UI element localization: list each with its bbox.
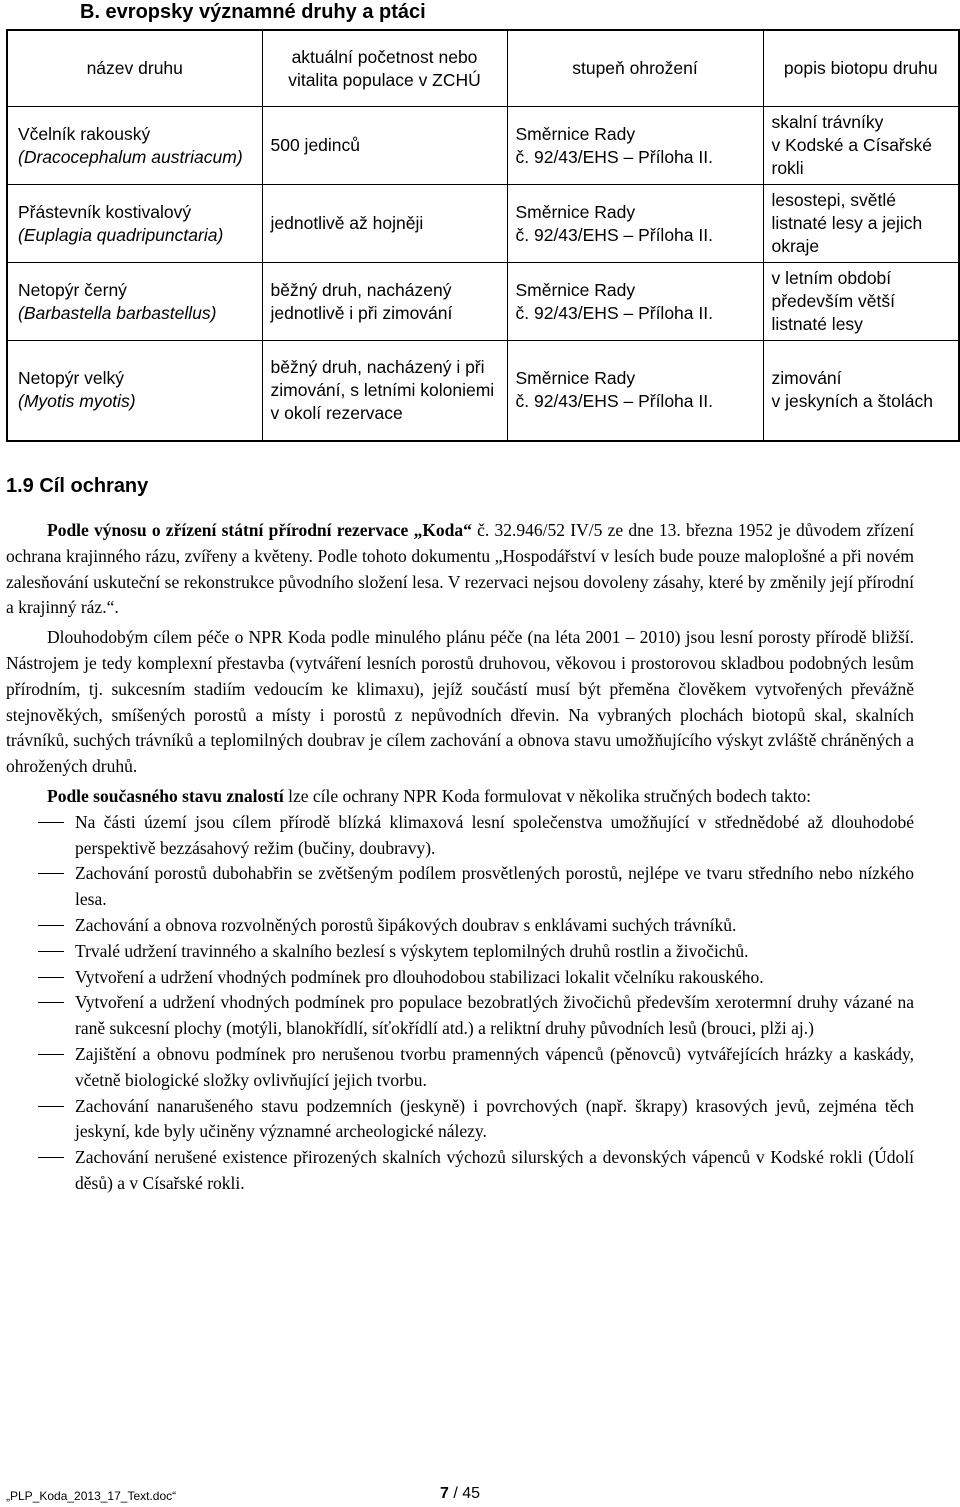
species-name-cz: Přástevník kostivalový bbox=[18, 201, 192, 222]
threat-line2: č. 92/43/EHS – Příloha II. bbox=[515, 302, 713, 323]
goal-text: Trvalé udržení travinného a skalního bezlesí s výskytem teplomilných druhů rostlin a živočichů. bbox=[75, 940, 749, 961]
table-header-row bbox=[7, 30, 959, 107]
threat-line1: Směrnice Rady bbox=[515, 201, 636, 222]
paragraph-longterm-goal: Dlouhodobým cílem péče o NPR Koda podle minulého plánu péče (na léta 2001 – 2010) jsou lesní porosty přírodě bližší. Nástrojem je tedy komplexní přestavba (vytváření lesních porostů druhovou, věkovou i prostorovou skladbou podobných lesům přírodním, tj. sukcesním stadiím vedoucím ke klimaxu), jejíž součástí musí být přeměna člověkem vytvořených převážně stejnověkých, smíšených porostů a místy i porostů z nepůvodních dřevin. Na vybraných plochách biotopů skal, skalních trávníků, suchých trávníků a teplomilných doubrav je cílem zachování a obnova stavu umožňujícího výskyt zvláště chráněných a ohrožených druhů. bbox=[6, 627, 914, 777]
table-row bbox=[7, 107, 959, 185]
page-current: 7 bbox=[440, 1485, 449, 1502]
goal-text: Vytvoření a udržení vhodných podmínek pro populace bezobratlých živočichů především xerotermní druhy vázané na raně sukcesní plochy (motýli, blanokřídlí, síťokřídlí atd.) a reliktní druhy původních lesů (brouci, plži aj.) bbox=[75, 992, 914, 1039]
threat-line1: Směrnice Rady bbox=[515, 123, 636, 144]
section-title: B. evropsky významné druhy a ptáci bbox=[80, 1, 426, 23]
biotope-line2: v jeskyních a štolách bbox=[771, 391, 933, 412]
population-cell: jednotlivě až hojněji bbox=[262, 185, 507, 263]
threat-line1: Směrnice Rady bbox=[515, 368, 636, 389]
threat-cell bbox=[507, 263, 763, 341]
dash-bullet bbox=[38, 1106, 64, 1107]
species-name-lat: (Myotis myotis) bbox=[18, 391, 136, 412]
dash-bullet bbox=[38, 951, 64, 952]
col-header-threat: stupeň ohrožení bbox=[507, 30, 763, 107]
species-name-cz: Netopýr černý bbox=[18, 279, 127, 300]
table-row bbox=[7, 185, 959, 263]
threat-line2: č. 92/43/EHS – Příloha II. bbox=[515, 224, 713, 245]
species-name-lat: (Euplagia quadripunctaria) bbox=[18, 224, 224, 245]
current-knowledge-bold: Podle současného stavu znalostí bbox=[47, 785, 284, 806]
threat-cell bbox=[507, 185, 763, 263]
biotope-line1: lesostepi, světlé listnaté lesy a jejich okraje bbox=[771, 190, 923, 256]
biotope-line1: zimování bbox=[771, 368, 842, 389]
list-item bbox=[6, 913, 914, 939]
species-name-cell bbox=[7, 185, 262, 263]
biotope-cell bbox=[763, 263, 959, 341]
species-name-cz: Včelník rakouský bbox=[18, 123, 151, 144]
list-item bbox=[6, 1145, 914, 1197]
goal-text: Zachování a obnova rozvolněných porostů šipákových doubrav s enklávami suchých trávníků. bbox=[75, 914, 737, 935]
list-item bbox=[6, 990, 914, 1042]
dash-bullet bbox=[38, 977, 64, 978]
col-header-name: název druhu bbox=[7, 30, 262, 107]
list-item bbox=[6, 810, 914, 862]
dash-bullet bbox=[38, 1002, 64, 1003]
population-cell: 500 jedinců bbox=[262, 107, 507, 185]
threat-line2: č. 92/43/EHS – Příloha II. bbox=[515, 391, 713, 412]
list-item bbox=[6, 1042, 914, 1094]
decree-bold: Podle výnosu o zřízení státní přírodní rezervace „Koda“ bbox=[47, 520, 472, 540]
species-name-cell bbox=[7, 263, 262, 341]
dash-bullet bbox=[38, 1054, 64, 1055]
species-name-lat: (Dracocephalum austriacum) bbox=[18, 146, 243, 167]
threat-cell bbox=[507, 341, 763, 441]
goal-text: Zachování porostů dubohabřin se zvětšeným podílem prosvětlených porostů, nejlépe ve tvaru středního nebo nízkého lesa. bbox=[75, 863, 914, 910]
goal-text: Zachování nanarušeného stavu podzemních (jeskyně) i povrchových (např. škrapy) krasových jevů, zejména těch jeskyní, kde byly učiněny významné archeologické nálezy. bbox=[75, 1095, 914, 1142]
biotope-line1: skalní trávníky bbox=[771, 112, 884, 132]
list-item bbox=[6, 861, 914, 913]
species-name-cell bbox=[7, 341, 262, 441]
population-cell: běžný druh, nacházený i při zimování, s letními koloniemi v okolí rezervace bbox=[262, 341, 507, 441]
goal-text: Na části území jsou cílem přírodě blízká klimaxová lesní společenstva umožňující v střednědobé až dlouhodobé perspektivě bezzásahový režim (bučiny, doubravy). bbox=[75, 811, 914, 858]
dash-bullet bbox=[38, 1157, 64, 1158]
species-table bbox=[6, 29, 960, 442]
page-total: / 45 bbox=[453, 1485, 481, 1502]
footer-page-number bbox=[440, 1485, 480, 1503]
col-header-biotope: popis biotopu druhu bbox=[763, 30, 959, 107]
goal-text: Vytvoření a udržení vhodných podmínek pro dlouhodobou stabilizaci lokalit včelníku rakouského. bbox=[75, 966, 764, 987]
current-knowledge-text: lze cíle ochrany NPR Koda formulovat v několika stručných bodech takto: bbox=[283, 785, 812, 806]
table-row bbox=[7, 341, 959, 441]
goal-text: Zachování nerušené existence přirozených skalních výchozů silurských a devonských vápenců v Kodské rokli (Údolí děsů) a v Císařské rokli. bbox=[75, 1147, 914, 1193]
col-header-population: aktuální početnost nebo vitalita populace v ZCHÚ bbox=[262, 30, 507, 107]
list-item bbox=[6, 965, 914, 991]
dash-bullet bbox=[38, 873, 64, 874]
list-item bbox=[6, 939, 914, 965]
goal-heading: 1.9 Cíl ochrany bbox=[6, 475, 149, 497]
biotope-line1: v letním období především větší listnaté lesy bbox=[771, 268, 896, 334]
paragraph-decree bbox=[6, 518, 914, 621]
biotope-cell bbox=[763, 107, 959, 185]
goal-text-body bbox=[6, 518, 914, 1197]
decree-text: č. 32.946/52 IV/5 ze dne 13. března 1952 je důvodem zřízení ochrana krajinného rázu, zvířeny a květeny. Podle tohoto dokumentu „Hospodářství v lesích bude pouze maloplošné a při novém zalesňování uskuteční se rekonstrukce původního složení lesa. V rezervaci nejsou dovoleny zásahy, které by změnily její přírodní a krajinný ráz.“. bbox=[6, 520, 914, 618]
species-name-lat: (Barbastella barbastellus) bbox=[18, 302, 217, 323]
dash-bullet bbox=[38, 822, 64, 823]
threat-cell bbox=[507, 107, 763, 185]
dash-bullet bbox=[38, 925, 64, 926]
list-item bbox=[6, 1094, 914, 1146]
biotope-cell bbox=[763, 185, 959, 263]
goals-list bbox=[6, 810, 914, 1197]
table-row bbox=[7, 263, 959, 341]
population-cell: běžný druh, nacházený jednotlivě i při zimování bbox=[262, 263, 507, 341]
threat-line1: Směrnice Rady bbox=[515, 279, 636, 300]
biotope-line2: v Kodské a Císařské rokli bbox=[771, 135, 932, 178]
species-name-cz: Netopýr velký bbox=[18, 368, 125, 389]
paragraph-current-knowledge bbox=[6, 784, 914, 810]
threat-line2: č. 92/43/EHS – Příloha II. bbox=[515, 146, 713, 167]
goal-text: Zajištění a obnovu podmínek pro nerušenou tvorbu pramenných vápenců (pěnovců) vytvářejících hrázky a kaskády, včetně biologické složky ovlivňující jejich tvorbu. bbox=[75, 1043, 914, 1090]
species-name-cell bbox=[7, 107, 262, 185]
biotope-cell bbox=[763, 341, 959, 441]
footer-filename: „PLP_Koda_2013_17_Text.doc“ bbox=[6, 1489, 177, 1503]
